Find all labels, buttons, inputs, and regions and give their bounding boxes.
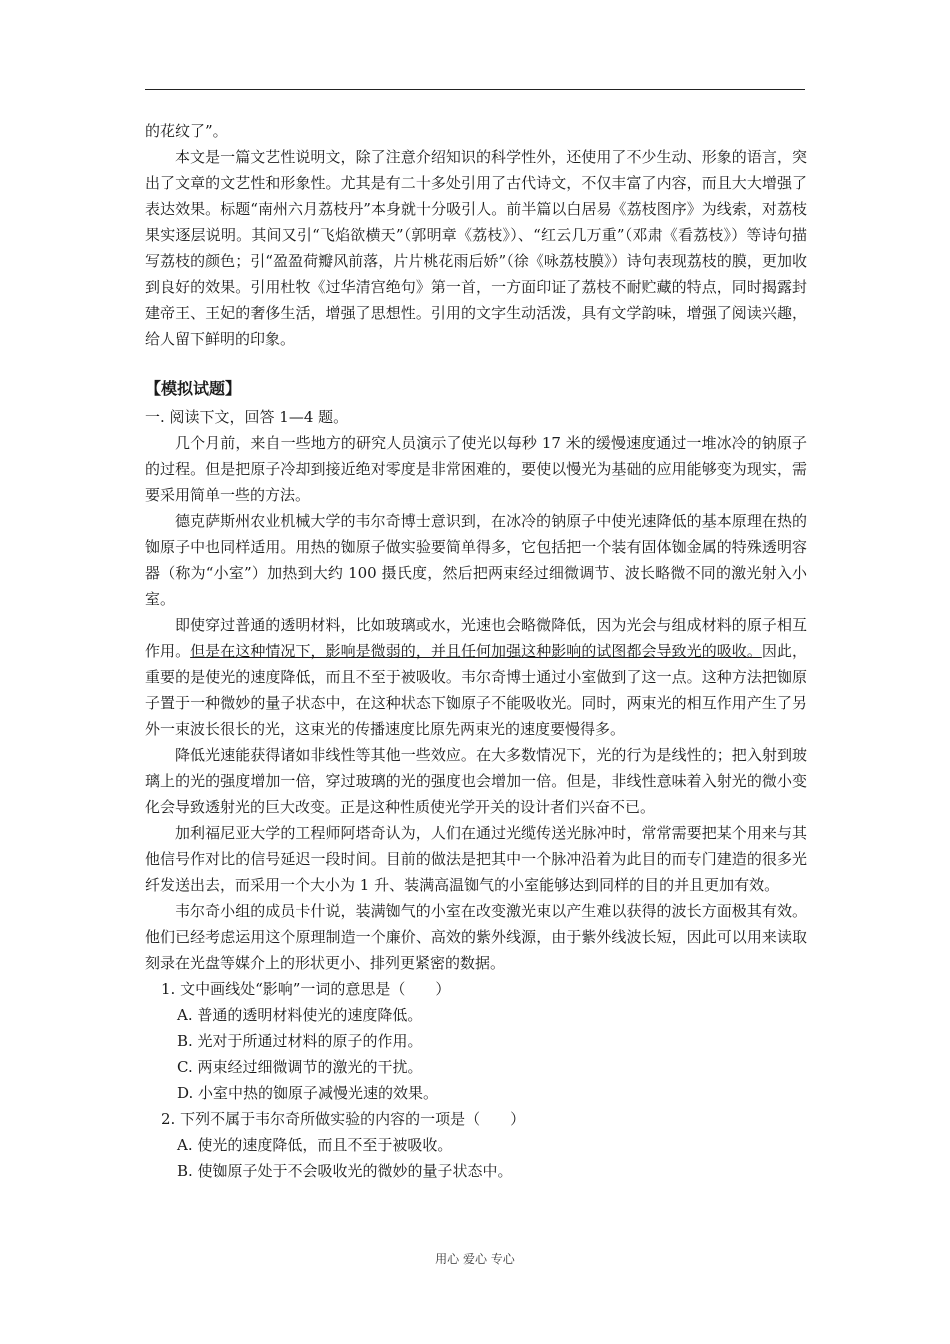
- passage-paragraph-4: 降低光速能获得诸如非线性等其他一些效应。在大多数情况下，光的行为是线性的；把入射到玻璃上的光的强度增加一倍，穿过玻璃的光的强度也会增加一倍。但是，非线性意味着入射光的微小变化会导致透射光的巨大改变。正是这种性质使光学开关的设计者们兴奋不已。: [145, 746, 807, 816]
- underlined-sentence: 但是在这种情况下，影响是微弱的，并且任何加强这种影响的试图都会导致光的吸收。: [190, 642, 762, 660]
- page-footer: 用心 爱心 专心: [435, 1252, 515, 1266]
- passage-paragraph-1: 几个月前，来自一些地方的研究人员演示了使光以每秒 17 米的缓慢速度通过一堆冰冷的钠原子的过程。但是把原子冷却到接近绝对零度是非常困难的，要使以慢光为基础的应用能够变为现实，需要采用简单一些的方法。: [145, 434, 807, 504]
- question-stem: 2. 下列不属于韦尔奇所做实验的内容的一项是（ ）: [161, 1110, 526, 1128]
- header-rule: [145, 89, 805, 90]
- question-stem: 1. 文中画线处“影响”一词的意思是（ ）: [161, 980, 451, 998]
- reading-instruction: 一. 阅读下文，回答 1—4 题。: [145, 408, 349, 426]
- question-1: [145, 976, 807, 1106]
- answer-option: A. 普通的透明材料使光的速度降低。: [177, 1006, 423, 1024]
- passage-paragraph-2: 德克萨斯州农业机械大学的韦尔奇博士意识到，在冰冷的钠原子中使光速降低的基本原理在热的铷原子中也同样适用。用热的铷原子做实验要简单得多，它包括把一个装有固体铷金属的特殊透明容器（称为“小室”）加热到大约 100 摄氏度，然后把两束经过细微调节、波长略微不同的激光射入小室。: [145, 512, 807, 608]
- answer-option: B. 使铷原子处于不会吸收光的微妙的量子状态中。: [177, 1162, 513, 1180]
- passage-paragraph-3: [145, 612, 807, 742]
- previous-text-tail: 的花纹了”。: [145, 122, 228, 140]
- passage-paragraph-5: 加利福尼亚大学的工程师阿塔奇认为，人们在通过光缆传送光脉冲时，常常需要把某个用来与其他信号作对比的信号延迟一段时间。目前的做法是把其中一个脉冲沿着为此目的而专门建造的很多光纤发送出去，而采用一个大小为 1 升、装满高温铷气的小室能够达到同样的目的并且更加有效。: [145, 824, 807, 894]
- passage-text: 因此，重要的是使光的速度降低，而且不至于被吸收。韦尔奇博士通过小室做到了这一点。这种方法把铷原子置于一种微妙的量子状态中，在这种状态下铷原子不能吸收光。同时，两束光的相互作用产生了另外一束波长很长的光，这束光的传播速度比原先两束光的速度要慢得多。: [145, 642, 807, 738]
- section-title: 【模拟试题】: [145, 379, 242, 398]
- page-content: [145, 118, 807, 1184]
- analysis-paragraph: 本文是一篇文艺性说明文，除了注意介绍知识的科学性外，还使用了不少生动、形象的语言，突出了文章的文艺性和形象性。尤其是有二十多处引用了古代诗文，不仅丰富了内容，而且大大增强了表达效果。标题“南州六月荔枝丹”本身就十分吸引人。前半篇以白居易《荔枝图序》为线索，对荔枝果实逐层说明。其间又引“飞焰欲横天”（郭明章《荔枝》）、“红云几万重”（邓肃《看荔枝》）等诗句描写荔枝的颜色；引“盈盈荷瓣风前落，片片桃花雨后娇”（徐《咏荔枝膜》）诗句表现荔枝的膜，更加收到良好的效果。引用杜牧《过华清宫绝句》第一首，一方面印证了荔枝不耐贮藏的特点，同时揭露封建帝王、王妃的奢侈生活，增强了思想性。引用的文字生动活泼，具有文学韵味，增强了阅读兴趣，给人留下鲜明的印象。: [145, 148, 807, 348]
- answer-option: C. 两束经过细微调节的激光的干扰。: [177, 1058, 423, 1076]
- answer-option: A. 使光的速度降低，而且不至于被吸收。: [177, 1136, 453, 1154]
- passage-text: 即使穿过普通的透明材料，比如玻璃或水，光速也会略微降低，因为光会与组成材料的原子相互作用。: [145, 616, 807, 660]
- passage-paragraph-6: 韦尔奇小组的成员卡什说，装满铷气的小室在改变激光束以产生难以获得的波长方面极其有效。他们已经考虑运用这个原理制造一个廉价、高效的紫外线源，由于紫外线波长短，因此可以用来读取刻录在光盘等媒介上的形状更小、排列更紧密的数据。: [145, 902, 807, 972]
- answer-option: B. 光对于所通过材料的原子的作用。: [177, 1032, 423, 1050]
- question-2: [145, 1106, 807, 1184]
- answer-option: D. 小室中热的铷原子减慢光速的效果。: [177, 1084, 439, 1102]
